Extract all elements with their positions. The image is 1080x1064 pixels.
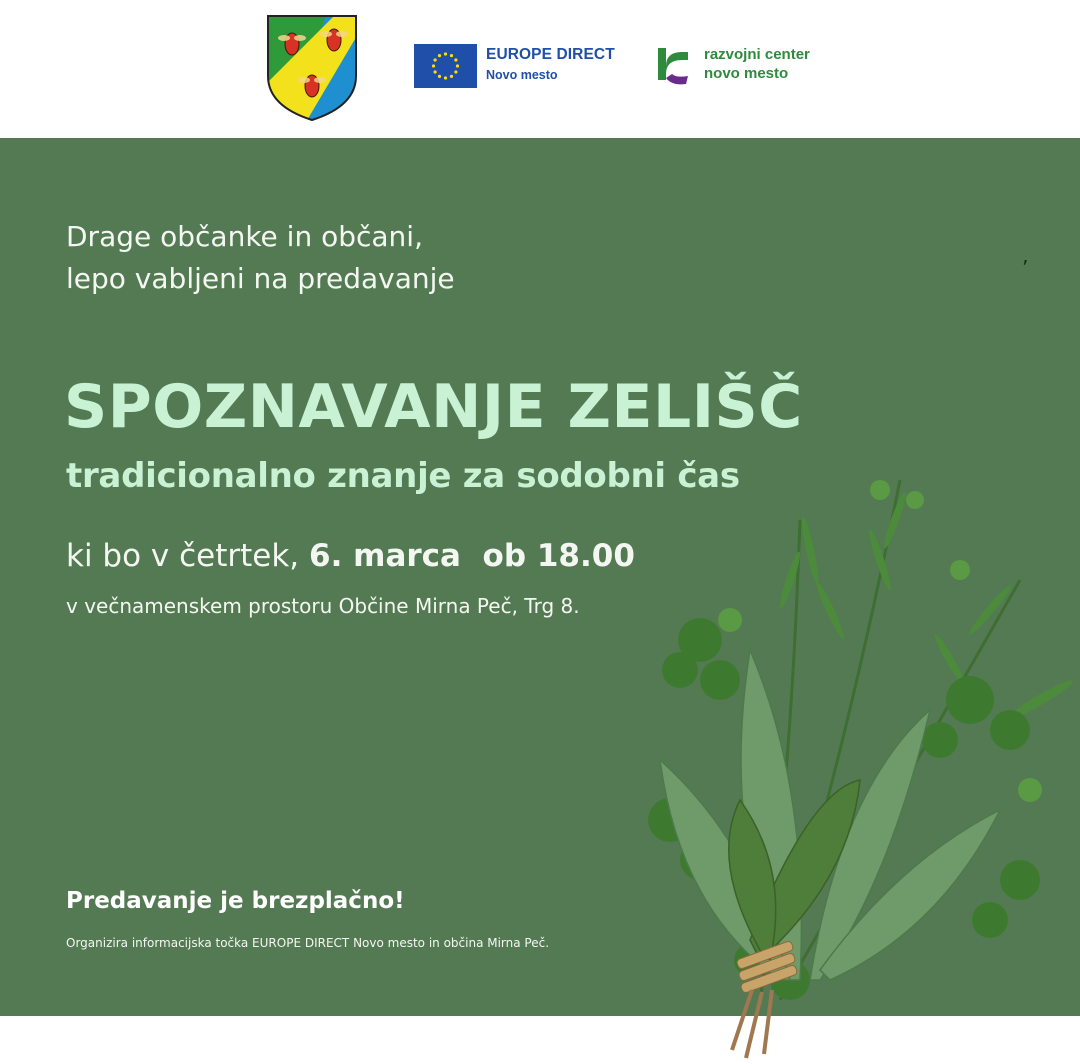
razvojni-center-name: razvojni center: [704, 46, 810, 63]
greeting-line-2: lepo vabljeni na predavanje: [66, 262, 455, 295]
eu-star-icon: [450, 54, 453, 57]
eu-star-icon: [454, 58, 457, 61]
eu-star-icon: [434, 58, 437, 61]
eu-star-icon: [444, 52, 447, 55]
event-date-value: 6. marca ob 18.00: [309, 538, 635, 574]
eu-star-icon: [432, 64, 435, 67]
europe-direct-logo: [414, 44, 614, 90]
europe-direct-name: EUROPE DIRECT: [486, 46, 615, 63]
page-title: SPOZNAVANJE ZELIŠČ: [64, 372, 803, 442]
eu-star-icon: [456, 64, 459, 67]
event-date-time: [66, 538, 635, 574]
razvojni-center-mark-icon: [652, 44, 692, 88]
header: [0, 0, 1080, 138]
eu-star-icon: [450, 75, 453, 78]
organizer-note: Organizira informacijska točka EUROPE DIRECT Novo mesto in občina Mirna Peč.: [66, 936, 550, 950]
event-location: v večnamenskem prostoru Občine Mirna Peč, Trg 8.: [66, 594, 580, 618]
herb-bouquet-icon: [640, 460, 1080, 1064]
razvojni-center-logo: [652, 42, 852, 90]
eu-star-icon: [444, 76, 447, 79]
eu-star-icon: [438, 75, 441, 78]
eu-flag-icon: [414, 44, 477, 88]
europe-direct-location: Novo mesto: [486, 68, 558, 82]
eu-star-icon: [438, 54, 441, 57]
event-date-prefix: ki bo v četrtek,: [66, 538, 310, 574]
eu-star-icon: [454, 70, 457, 73]
subtitle: tradicionalno znanje za sodobni čas: [66, 456, 740, 496]
eu-star-icon: [434, 70, 437, 73]
stray-mark: ’: [1022, 256, 1029, 280]
free-admission-note: Predavanje je brezplačno!: [66, 888, 405, 914]
razvojni-center-location: novo mesto: [704, 65, 789, 82]
coat-of-arms-icon: [266, 14, 358, 122]
greeting-line-1: Drage občanke in občani,: [66, 220, 423, 253]
